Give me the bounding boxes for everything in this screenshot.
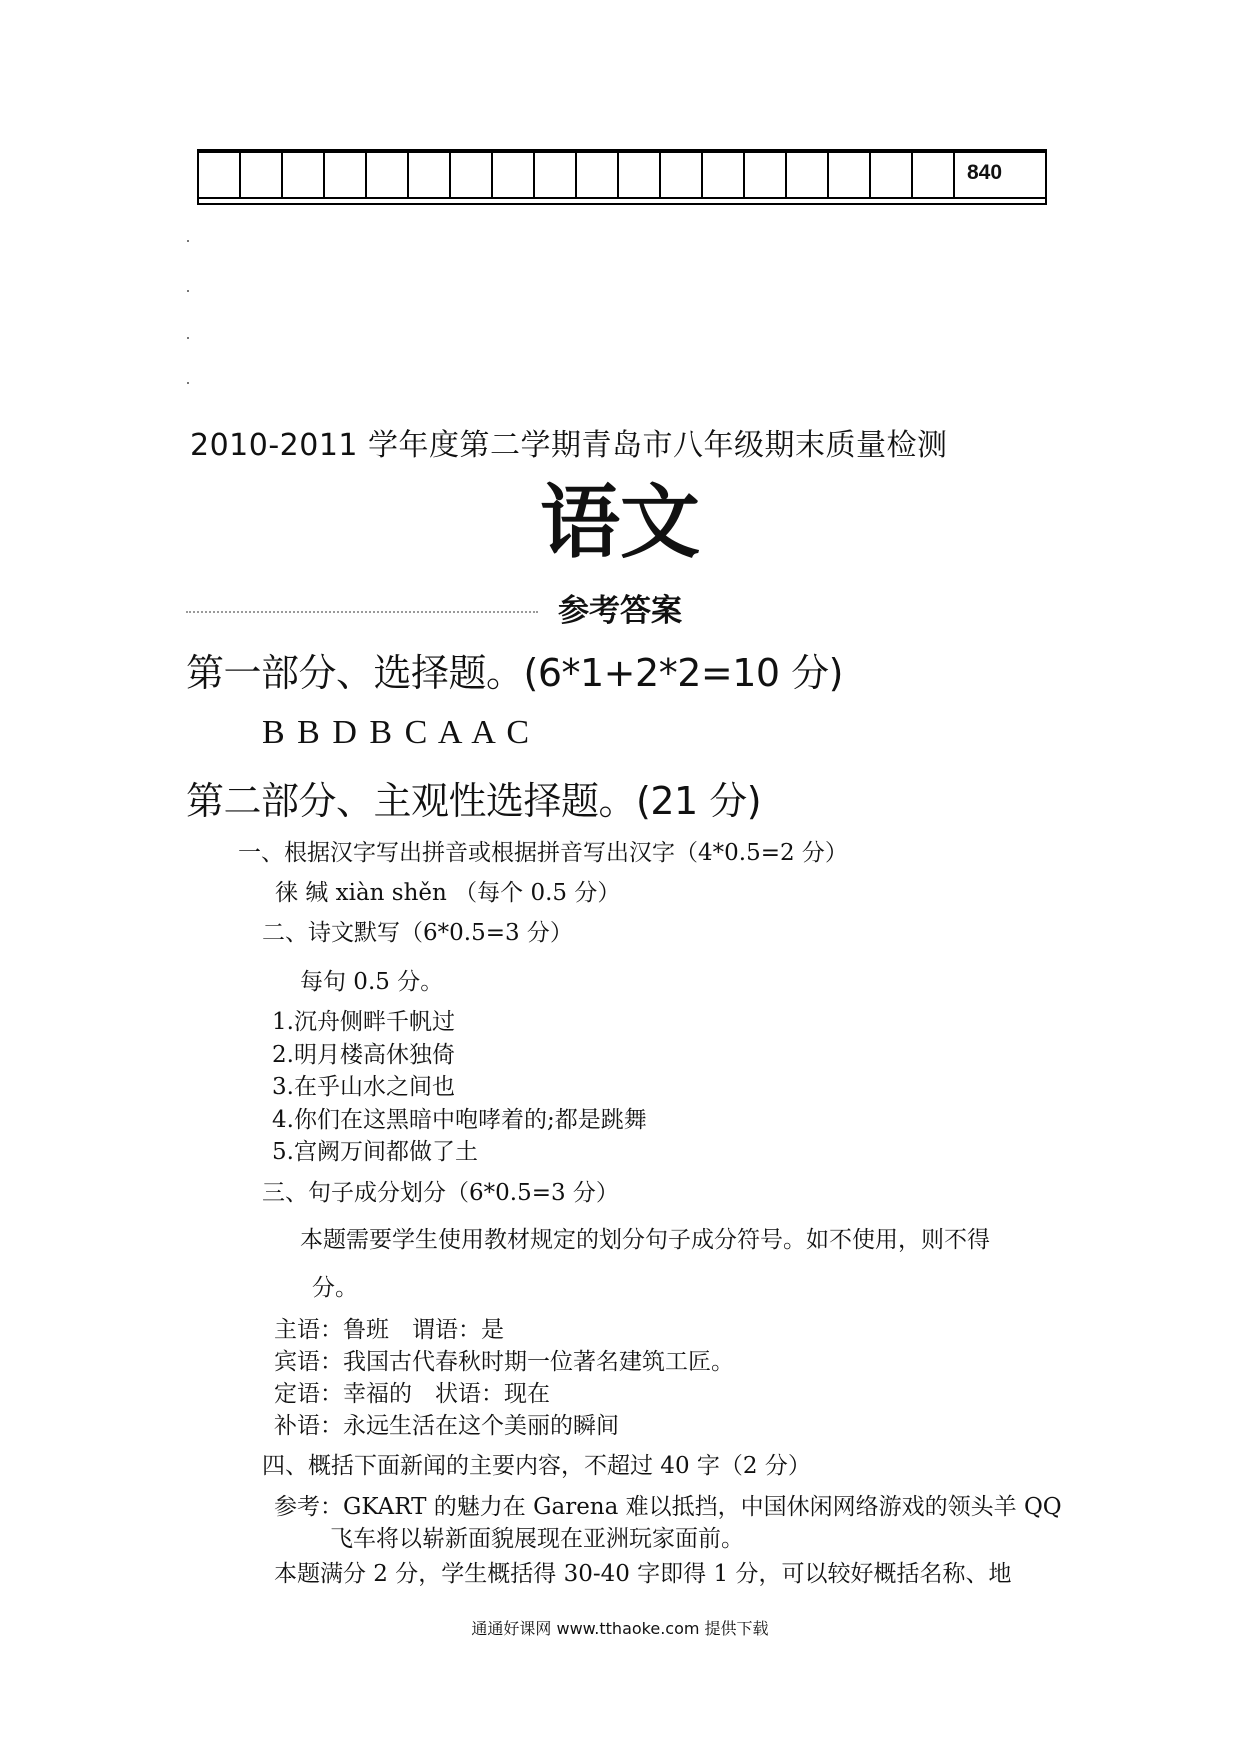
margin-dot <box>187 382 189 384</box>
q2-note: 每句 0.5 分。 <box>300 969 444 995</box>
margin-dot <box>187 290 189 292</box>
q3-title: 三、句子成分划分（6*0.5=3 分） <box>262 1180 619 1206</box>
q2-line: 2.明月楼高休独倚 <box>272 1042 455 1068</box>
q3-note-line2: 分。 <box>312 1275 358 1301</box>
grid-cell <box>241 153 283 197</box>
footer-credit: 通通好课网 www.tthaoke.com 提供下载 <box>471 1619 769 1638</box>
q4-scoring-line: 本题满分 2 分，学生概括得 30-40 字即得 1 分，可以较好概括名称、地 <box>274 1561 1012 1587</box>
q4-title: 四、概括下面新闻的主要内容，不超过 40 字（2 分） <box>262 1453 811 1479</box>
grid-cell <box>199 153 241 197</box>
grid-cell <box>703 153 745 197</box>
q1-answer: 徕 缄 xiàn shěn （每个 0.5 分） <box>275 880 621 906</box>
q3-item: 宾语：我国古代春秋时期一位著名建筑工匠。 <box>274 1349 734 1375</box>
exam-title: 2010-2011 学年度第二学期青岛市八年级期末质量检测 <box>190 428 948 463</box>
q3-item: 定语：幸福的 状语：现在 <box>274 1381 550 1407</box>
part1-answers: B B D B C A A C <box>262 714 532 751</box>
q4-reference-line1: 参考：GKART 的魅力在 Garena 难以抵挡，中国休闲网络游戏的领头羊 QQ <box>274 1494 1062 1520</box>
margin-dot <box>187 337 189 339</box>
grid-cell <box>367 153 409 197</box>
grid-cell <box>325 153 367 197</box>
q3-item: 补语：永远生活在这个美丽的瞬间 <box>274 1413 619 1439</box>
grid-cell <box>913 153 955 197</box>
grid-cell <box>493 153 535 197</box>
subject-title: 语文 <box>540 476 700 569</box>
q3-note-line1: 本题需要学生使用教材规定的划分句子成分符号。如不使用，则不得 <box>300 1227 990 1253</box>
grid-cell <box>283 153 325 197</box>
grid-cell <box>745 153 787 197</box>
q1-title: 一、根据汉字写出拼音或根据拼音写出汉字（4*0.5=2 分） <box>238 840 848 866</box>
q2-line: 4.你们在这黑暗中咆哮着的;都是跳舞 <box>272 1107 647 1133</box>
part2-heading: 第二部分、主观性选择题。(21 分) <box>186 779 762 823</box>
grid-code: 840 <box>967 161 1003 184</box>
q2-title: 二、诗文默写（6*0.5=3 分） <box>262 920 573 946</box>
part1-heading: 第一部分、选择题。(6*1+2*2=10 分) <box>186 651 843 695</box>
q2-line: 3.在乎山水之间也 <box>272 1074 455 1100</box>
grid-cell <box>787 153 829 197</box>
q4-reference-line2: 飞车将以崭新面貌展现在亚洲玩家面前。 <box>330 1526 744 1552</box>
grid-cell <box>535 153 577 197</box>
grid-cell <box>409 153 451 197</box>
grid-cell <box>829 153 871 197</box>
grid-cell <box>451 153 493 197</box>
q2-line: 1.沉舟侧畔千帆过 <box>272 1009 455 1035</box>
grid-cell <box>661 153 703 197</box>
q3-item: 主语：鲁班 谓语：是 <box>274 1317 504 1343</box>
student-number-grid <box>197 149 1047 205</box>
answers-title: 参考答案 <box>558 593 682 629</box>
grid-row <box>199 153 1045 199</box>
grid-cell <box>577 153 619 197</box>
dotted-separator <box>186 611 538 613</box>
margin-dot <box>187 240 189 242</box>
grid-cell <box>871 153 913 197</box>
q2-line: 5.宫阙万间都做了土 <box>272 1139 478 1165</box>
grid-cell <box>619 153 661 197</box>
